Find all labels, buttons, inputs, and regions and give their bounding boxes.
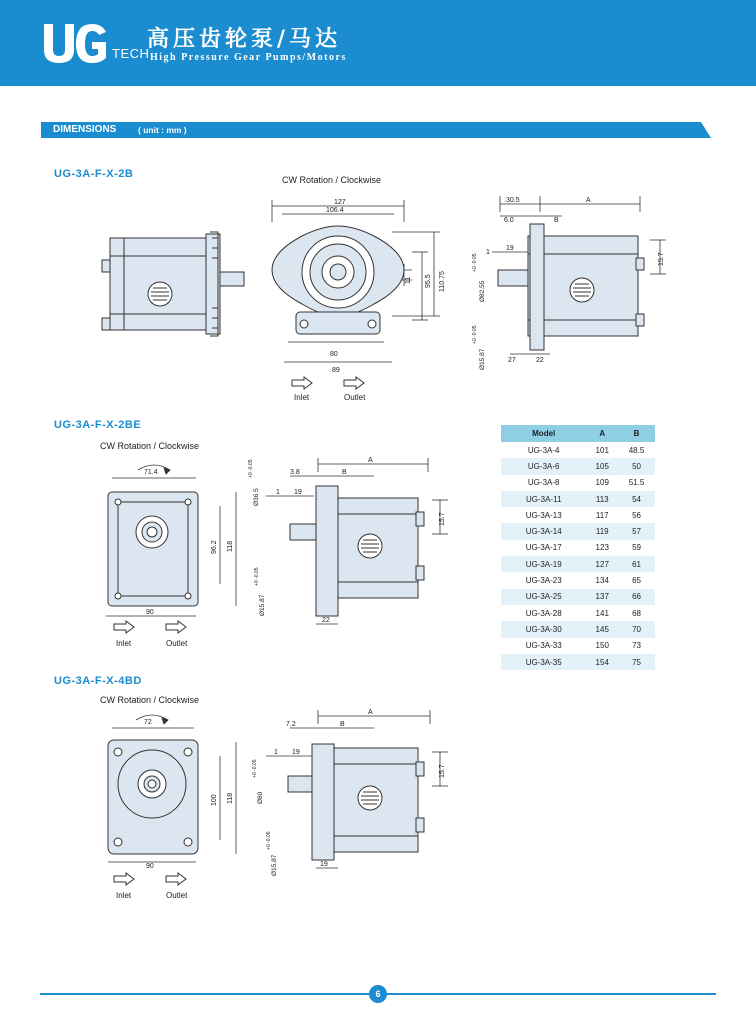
table-row bbox=[501, 540, 655, 556]
table-cell: 59 bbox=[632, 543, 641, 553]
model-1-side-tol1: +0 -0.05 bbox=[472, 253, 478, 272]
table-cell: 150 bbox=[595, 641, 609, 651]
model-2-title: UG-3A-F-X-2BE bbox=[54, 419, 142, 431]
model-3-side-d3: B bbox=[340, 721, 345, 728]
model-1-front-h1: 11 bbox=[405, 276, 412, 284]
table-cell: 65 bbox=[632, 576, 641, 586]
model-2-front-d2: 96.2 bbox=[211, 540, 218, 554]
table-cell: UG-3A-4 bbox=[527, 445, 560, 455]
table-cell: 141 bbox=[595, 608, 609, 618]
model-3-front-d2: 100 bbox=[211, 794, 218, 806]
table-row bbox=[501, 605, 655, 621]
table-row bbox=[501, 442, 655, 458]
table-cell: UG-3A-17 bbox=[525, 543, 562, 553]
table-cell: 56 bbox=[632, 510, 641, 520]
table-row bbox=[501, 621, 655, 637]
model-2-side-dia2: Ø15.87 bbox=[259, 594, 266, 616]
model-3-side-dia1: Ø80 bbox=[257, 791, 264, 804]
model-dimensions-table bbox=[501, 425, 655, 670]
model-3-front-d4: 90 bbox=[146, 863, 154, 870]
model-1-title: UG-3A-F-X-2B bbox=[54, 168, 134, 180]
table-cell: 75 bbox=[618, 654, 655, 670]
table-cell: UG-3A-25 bbox=[501, 589, 586, 605]
table-cell: UG-3A-6 bbox=[501, 458, 586, 474]
ug-logo bbox=[42, 22, 108, 64]
table-row bbox=[501, 572, 655, 588]
model-1-side-d6: 1 bbox=[486, 249, 490, 256]
model-2-side-d7: 22 bbox=[322, 617, 330, 624]
model-1-side-dia1: Ø82.55 bbox=[479, 280, 486, 302]
table-cell: UG-3A-13 bbox=[525, 510, 562, 520]
model-3-side-tol1: +0 -0.05 bbox=[252, 759, 258, 778]
model-1-front-drawing bbox=[262, 192, 462, 388]
model-3-side-dia2: Ø15.87 bbox=[271, 854, 278, 876]
table-cell: 50 bbox=[618, 458, 655, 474]
model-3-rotation: CW Rotation / Clockwise bbox=[100, 695, 200, 705]
model-1-side-d8: 27 bbox=[508, 357, 516, 364]
model-1-side-d9: 22 bbox=[536, 357, 544, 364]
model-2-side-drawing bbox=[250, 452, 450, 632]
table-cell: 119 bbox=[586, 523, 618, 539]
table-cell: UG-3A-30 bbox=[501, 621, 586, 637]
model-1-front-d2: 106.4 bbox=[326, 207, 344, 214]
model-3-front-d3: 118 bbox=[227, 792, 234, 804]
model-1-front-d3: 80 bbox=[330, 351, 338, 358]
model-1-side-d4: B bbox=[554, 217, 559, 224]
table-row bbox=[501, 458, 655, 474]
section-unit: ( unit : mm ) bbox=[138, 125, 187, 135]
table-row bbox=[501, 654, 655, 670]
page-number: 6 bbox=[369, 985, 387, 1003]
table-cell: 145 bbox=[586, 621, 618, 637]
table-cell: 61 bbox=[618, 556, 655, 572]
table-header-model: Model bbox=[501, 425, 586, 442]
model-1-side-drawing bbox=[98, 228, 258, 340]
model-3-front-drawing bbox=[96, 708, 246, 904]
table-row bbox=[501, 475, 655, 491]
table-header-row bbox=[501, 425, 655, 442]
table-cell: 48.5 bbox=[628, 445, 645, 455]
table-cell: UG-3A-28 bbox=[525, 608, 562, 618]
table-cell: 127 bbox=[586, 556, 618, 572]
table-row bbox=[501, 491, 655, 507]
model-3-side-d2: 7.2 bbox=[286, 721, 296, 728]
model-1-inlet-label: Inlet bbox=[294, 393, 310, 402]
table-cell: UG-3A-33 bbox=[525, 641, 562, 651]
table-cell: 134 bbox=[595, 576, 609, 586]
table-cell: 123 bbox=[595, 543, 609, 553]
table-header-b: B bbox=[618, 425, 655, 442]
table-cell: 70 bbox=[618, 621, 655, 637]
model-2-side-d5: 1 bbox=[276, 489, 280, 496]
model-1-front-d4: 89 bbox=[332, 367, 340, 374]
model-2-front-d3: 118 bbox=[227, 540, 234, 552]
table-cell: UG-3A-8 bbox=[527, 478, 560, 488]
table-cell: 113 bbox=[586, 491, 618, 507]
model-3-front-d1: 72 bbox=[144, 719, 152, 726]
page-header bbox=[0, 0, 756, 86]
model-2-side-d1: A bbox=[368, 457, 373, 464]
model-3-inlet-label: Inlet bbox=[116, 891, 132, 900]
model-1-side-dia2: Ø15.87 bbox=[479, 348, 486, 370]
table-cell: UG-3A-11 bbox=[501, 491, 586, 507]
table-row bbox=[501, 638, 655, 654]
model-1-outlet-label: Outlet bbox=[344, 393, 366, 402]
table-row bbox=[501, 556, 655, 572]
table-cell: 109 bbox=[595, 478, 609, 488]
model-3-side-d6: 15.7 bbox=[439, 764, 446, 778]
table-cell: UG-3A-23 bbox=[525, 576, 562, 586]
model-2-inlet-label: Inlet bbox=[116, 639, 132, 648]
table-cell: 66 bbox=[618, 589, 655, 605]
model-3-side-d5: 1 bbox=[274, 749, 278, 756]
model-1-rotation: CW Rotation / Clockwise bbox=[282, 175, 382, 185]
model-1-side-d1: 30.5 bbox=[506, 197, 520, 204]
header-title-en: High Pressure Gear Pumps/Motors bbox=[150, 52, 347, 63]
model-1-side-d7: 15.7 bbox=[658, 252, 665, 266]
table-cell: 57 bbox=[618, 523, 655, 539]
model-3-side-d7: 19 bbox=[320, 861, 328, 868]
table-cell: 137 bbox=[586, 589, 618, 605]
model-1-front-d1: 127 bbox=[334, 199, 346, 206]
model-2-side-d3: B bbox=[342, 469, 347, 476]
table-cell: 68 bbox=[632, 608, 641, 618]
model-2-side-d2: 3.8 bbox=[290, 469, 300, 476]
model-1-front-h2: 95.5 bbox=[425, 274, 432, 288]
model-3-side-d4: 19 bbox=[292, 749, 300, 756]
table-header-a: A bbox=[586, 425, 618, 442]
model-1-side-d5: 19 bbox=[506, 245, 514, 252]
table-cell: UG-3A-35 bbox=[501, 654, 586, 670]
model-2-front-drawing bbox=[96, 456, 246, 652]
table-cell: 101 bbox=[595, 445, 609, 455]
table-row bbox=[501, 507, 655, 523]
table-cell: UG-3A-19 bbox=[501, 556, 586, 572]
section-title: DIMENSIONS bbox=[53, 124, 117, 135]
table-cell: 51.5 bbox=[628, 478, 645, 488]
model-1-flow-arrows bbox=[290, 376, 380, 404]
table-row bbox=[501, 523, 655, 539]
table-cell: 73 bbox=[632, 641, 641, 651]
table-cell: 154 bbox=[586, 654, 618, 670]
model-2-front-d4: 90 bbox=[146, 609, 154, 616]
model-3-side-tol2: +0 -0.05 bbox=[266, 831, 272, 850]
model-1-side-d2: A bbox=[586, 197, 591, 204]
table-cell: 105 bbox=[586, 458, 618, 474]
model-3-side-drawing bbox=[250, 704, 450, 884]
model-1-right-side-drawing bbox=[470, 192, 670, 372]
model-2-side-tol2: +0 -0.05 bbox=[254, 567, 260, 586]
outlet-arrow-icon bbox=[344, 377, 364, 389]
table-cell: 117 bbox=[595, 510, 609, 520]
table-row bbox=[501, 589, 655, 605]
model-2-side-d6: 15.7 bbox=[439, 512, 446, 526]
header-title-cn: 高压齿轮泵/马达 bbox=[147, 27, 342, 52]
model-2-side-tol1: +0 -0.05 bbox=[248, 459, 254, 478]
model-1-side-tol2: +0 -0.05 bbox=[472, 325, 478, 344]
logo-tech-text: TECH bbox=[112, 46, 150, 61]
table-cell: UG-3A-14 bbox=[501, 523, 586, 539]
model-1-front-h3: 110.75 bbox=[439, 271, 446, 292]
model-1-side-d3: 6.0 bbox=[504, 217, 514, 224]
model-2-front-d1: 71.4 bbox=[144, 469, 158, 476]
model-3-outlet-label: Outlet bbox=[166, 891, 188, 900]
model-2-outlet-label: Outlet bbox=[166, 639, 188, 648]
model-2-side-dia1: Ø36.5 bbox=[253, 488, 260, 506]
model-3-side-d1: A bbox=[368, 709, 373, 716]
model-3-title: UG-3A-F-X-4BD bbox=[54, 675, 142, 687]
table-cell: 54 bbox=[618, 491, 655, 507]
model-2-side-d4: 19 bbox=[294, 489, 302, 496]
inlet-arrow-icon bbox=[292, 377, 312, 389]
model-2-rotation: CW Rotation / Clockwise bbox=[100, 441, 200, 451]
